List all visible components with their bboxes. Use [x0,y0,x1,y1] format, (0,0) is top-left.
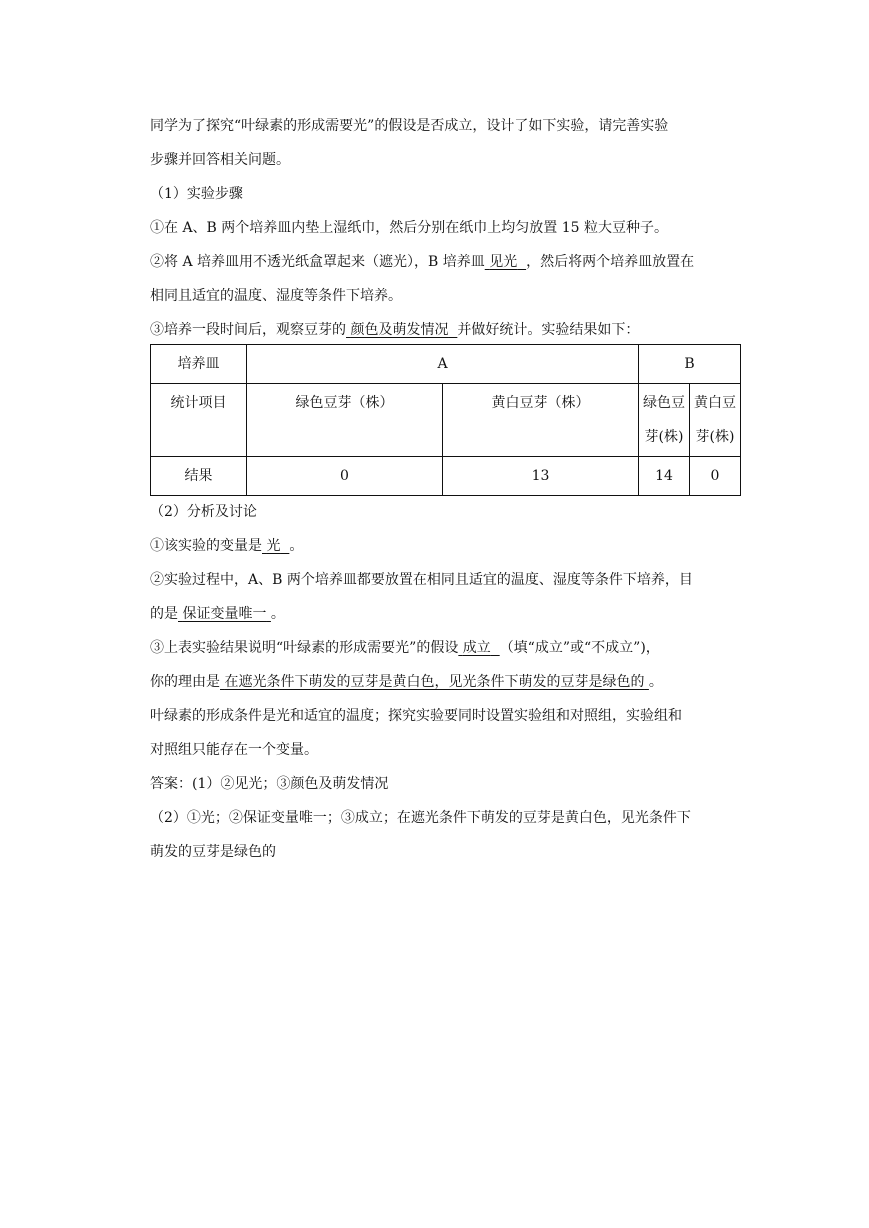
step-2-answer-blank: 见光 [489,254,518,270]
table-row [151,457,741,496]
analysis-q1: ①该实验的变量是 光 。 [150,538,304,554]
header-group-a: A [247,345,639,384]
table-row [151,384,741,457]
q3-reason-blank: 在遮光条件下萌发的豆芽是黄白色，见光条件下萌发的豆芽是绿色的 [224,674,645,690]
q3-answer-blank: 成立 [462,640,491,656]
header-a-yellow: 黄白豆芽（株） [443,384,639,457]
cell-b-green: 14 [639,457,690,496]
step-3-prefix: ③培养一段时间后，观察豆芽的 [150,322,346,338]
answer-line-1: 答案：(1）②见光；③颜色及萌发情况 [150,776,389,792]
header-a-green: 绿色豆芽（株） [247,384,443,457]
header-b-green: 绿色豆 芽(株) [639,384,690,457]
header-dish: 培养皿 [151,345,247,384]
step-2-line-2: 相同且适宜的温度、湿度等条件下培养。 [150,288,402,304]
analysis-heading: （2）分析及讨论 [150,504,257,520]
step-2-suffix: ，然后将两个培养皿放置在 [526,254,695,270]
intro-line-1: 同学为了探究“叶绿素的形成需要光”的假设是否成立，设计了如下实验，请完善实验 [150,118,669,134]
answer-line-2: （2）①光；②保证变量唯一；③成立；在遮光条件下萌发的豆芽是黄白色，见光条件下 [150,810,691,826]
step-3 [150,320,639,340]
step-1: ①在 A、B 两个培养皿内垫上湿纸巾，然后分别在纸巾上均匀放置 15 粒大豆种子。 [150,220,669,236]
analysis-q3: ③上表实验结果说明“叶绿素的形成需要光”的假设 成立 （填“成立”或“不成立”)， [150,640,660,656]
analysis-q3-reason: 你的理由是 在遮光条件下萌发的豆芽是黄白色，见光条件下萌发的豆芽是绿色的 。 [150,674,663,690]
header-result: 结果 [151,457,247,496]
q2-answer-blank: 保证变量唯一 [182,606,267,622]
explanation-line-2: 对照组只能存在一个变量。 [150,742,318,758]
cell-a-yellow: 13 [443,457,639,496]
header-group-b: B [639,345,741,384]
table-row [151,345,741,384]
header-stat-item: 统计项目 [151,384,247,457]
explanation-line-1: 叶绿素的形成条件是光和适宜的温度；探究实验要同时设置实验组和对照组，实验组和 [150,708,682,724]
header-b-yellow: 黄白豆 芽(株) [690,384,741,457]
cell-a-green: 0 [247,457,443,496]
step-2-prefix: ②将 A 培养皿用不透光纸盒罩起来（遮光），B 培养皿 [150,254,485,270]
analysis-q2-line-1: ②实验过程中，A、B 两个培养皿都要放置在相同且适宜的温度、湿度等条件下培养，目 [150,572,693,588]
step-3-answer-blank: 颜色及萌发情况 [350,322,449,338]
q1-answer-blank: 光 [266,538,281,554]
analysis-q2-line-2: 的是 保证变量唯一 。 [150,606,285,622]
intro-line-2: 步骤并回答相关问题。 [150,152,290,168]
results-table [150,344,741,496]
cell-b-yellow: 0 [690,457,741,496]
answer-line-3: 萌发的豆芽是绿色的 [150,844,276,860]
steps-heading: （1）实验步骤 [150,186,243,202]
step-3-suffix: 并做好统计。实验结果如下： [457,322,640,338]
step-2 [150,252,694,272]
